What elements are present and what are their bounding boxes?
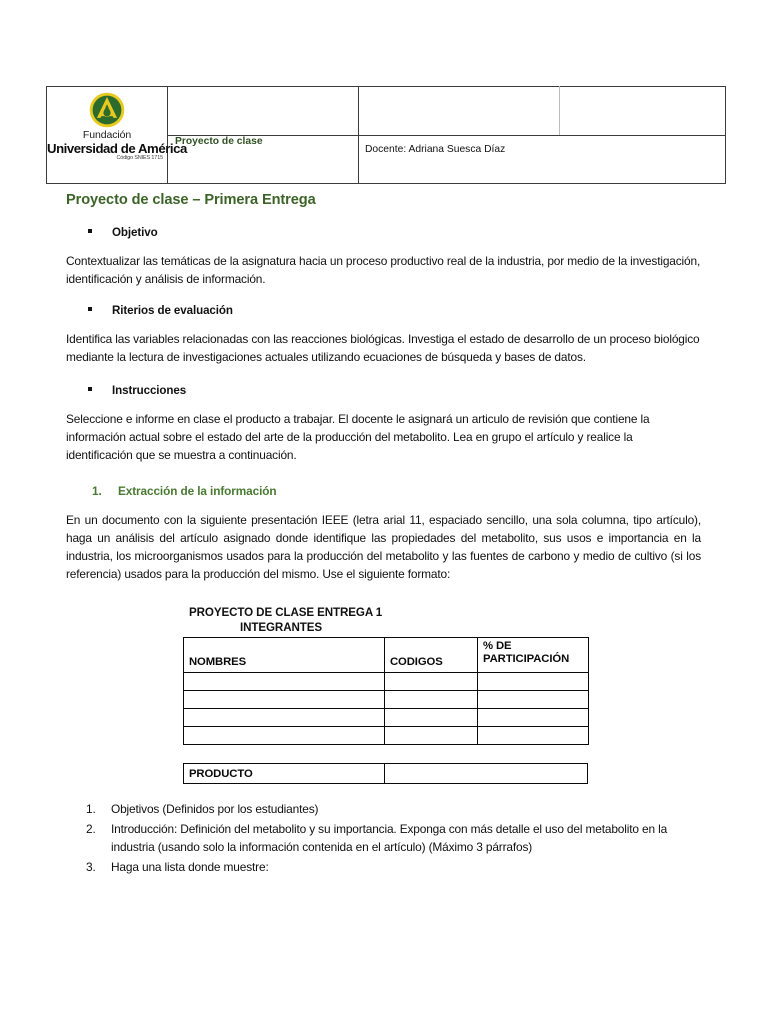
section-body-criterios: Identifica las variables relacionadas con las reacciones biológicas. Investiga el estado de desarrollo de un proceso biológico mediante la lectura de investigaciones actuales utilizando ecuaciones de búsqueda y bases de datos.: [66, 331, 700, 364]
cell-codigo[interactable]: [385, 709, 478, 727]
list-item-text: Objetivos (Definidos por los estudiantes): [111, 802, 319, 816]
list-item: [86, 859, 711, 877]
header-logo-cell: [47, 87, 187, 161]
spacer-2: [66, 366, 701, 384]
cell-participacion[interactable]: [478, 673, 589, 691]
header-row-top: [47, 87, 726, 136]
table-row[interactable]: [184, 673, 589, 691]
university-crest-logo-icon: [89, 92, 125, 128]
square-bullet-icon: [88, 229, 92, 233]
table-row[interactable]: [184, 727, 589, 745]
section-label-objetivo: Objetivo: [112, 225, 158, 239]
square-bullet-icon: [88, 387, 92, 391]
integrantes-table: [183, 637, 589, 745]
document-body: [66, 192, 701, 584]
numbered-heading-text: Extracción de la información: [118, 484, 277, 499]
integrantes-col-participacion: [478, 638, 589, 673]
section-bullet-objetivo: [66, 226, 701, 239]
list-item: [86, 801, 711, 819]
integrantes-col-codigos: [385, 638, 478, 673]
header-teacher-label: Docente: Adriana Suesca Díaz: [365, 144, 506, 155]
numbered-heading-extraccion: [66, 484, 701, 498]
list-item: [86, 821, 711, 857]
producto-table: [183, 763, 588, 784]
form-title: PROYECTO DE CLASE ENTREGA 1: [189, 606, 383, 619]
cell-nombre[interactable]: [184, 691, 385, 709]
producto-row[interactable]: [184, 764, 588, 784]
cell-codigo[interactable]: [385, 727, 478, 745]
section-bullet-instrucciones: [66, 384, 701, 397]
integrantes-col-participacion-line2: PARTICIPACIÓN: [483, 653, 570, 666]
integrantes-header-row: [184, 638, 589, 673]
cell-participacion[interactable]: [478, 691, 589, 709]
square-bullet-icon: [88, 307, 92, 311]
form-subtitle-integrantes: INTEGRANTES: [240, 621, 322, 634]
list-item-text: Haga una lista donde muestre:: [111, 859, 269, 874]
spacer-3: [66, 464, 701, 484]
list-item-number: 2.: [86, 821, 96, 836]
cell-nombre[interactable]: [184, 727, 385, 745]
form-template-block: [183, 606, 585, 784]
section-body-objetivo: Contextualizar las temáticas de la asignatura hacia un proceso productivo real de la industria, por medio de la investigación, identificación y análisis de información.: [66, 253, 701, 286]
header-logo-cell-bottom: [47, 136, 187, 184]
spacer-1: [66, 288, 701, 304]
document-header-table: [46, 86, 726, 184]
header-row-bottom: [47, 136, 726, 184]
cell-nombre[interactable]: [184, 673, 385, 691]
header-project-label: Proyecto de clase: [175, 136, 263, 147]
table-row[interactable]: [184, 709, 589, 727]
list-item-number: 3.: [86, 859, 96, 874]
header-empty-cell-2: [359, 87, 560, 136]
list-item-text: Introducción: Definición del metabolito y su importancia. Exponga con más detalle el uso del metabolito en la industria (usando solo la información contenida en el artículo) (Máximo 3 párrafos): [111, 821, 668, 854]
logo-line-fundacion: Fundación: [82, 129, 132, 141]
cell-codigo[interactable]: [385, 673, 478, 691]
cell-participacion[interactable]: [478, 727, 589, 745]
deliverables-list: [86, 801, 711, 878]
integrantes-col-participacion-line1: % DE: [483, 640, 512, 652]
producto-label-cell: [184, 764, 385, 784]
producto-label: PRODUCTO: [189, 767, 253, 780]
logo-line-snies: Código SNIES 1715: [116, 154, 163, 161]
numbered-heading-number: 1.: [92, 484, 102, 499]
integrantes-col-nombres-label: NOMBRES: [189, 655, 247, 668]
header-empty-cell-1: [168, 87, 359, 136]
section-bullet-criterios: [66, 304, 701, 317]
list-item-number: 1.: [86, 802, 96, 816]
cell-nombre[interactable]: [184, 709, 385, 727]
section-label-instrucciones: Instrucciones: [112, 383, 187, 397]
cell-codigo[interactable]: [385, 691, 478, 709]
header-empty-cell-3: [560, 87, 726, 136]
section-label-criterios: Riterios de evaluación: [112, 303, 233, 317]
page-title: Proyecto de clase – Primera Entrega: [66, 192, 316, 208]
producto-value-cell[interactable]: [385, 764, 588, 784]
logo-line-university: Universidad de América: [47, 140, 187, 156]
header-project-cell: [168, 136, 359, 184]
header-teacher-cell: [359, 136, 726, 184]
integrantes-col-codigos-label: CODIGOS: [390, 655, 443, 668]
integrantes-col-nombres: [184, 638, 385, 673]
table-row[interactable]: [184, 691, 589, 709]
cell-participacion[interactable]: [478, 709, 589, 727]
section-body-instrucciones: Seleccione e informe en clase el producto a trabajar. El docente le asignará un articulo de revisión que contiene la información actual sobre el estado del arte de la producción del metabolito. Lea en grupo el artículo y realice la identificación que se muestra a continuación.: [66, 411, 650, 463]
ieee-format-paragraph: En un documento con la siguiente presentación IEEE (letra arial 11, espaciado sencillo, una sola columna, tipo artículo), haga un análisis del artículo asignado donde identifique las propiedades del metabolito, sus usos e importancia en la industria, los microorganismos usados para la producción del metabolito y las fuentes de carbono y medio de cultivo (si los referencia) usados para la producción del mismo. Use el siguiente formato:: [66, 513, 701, 582]
